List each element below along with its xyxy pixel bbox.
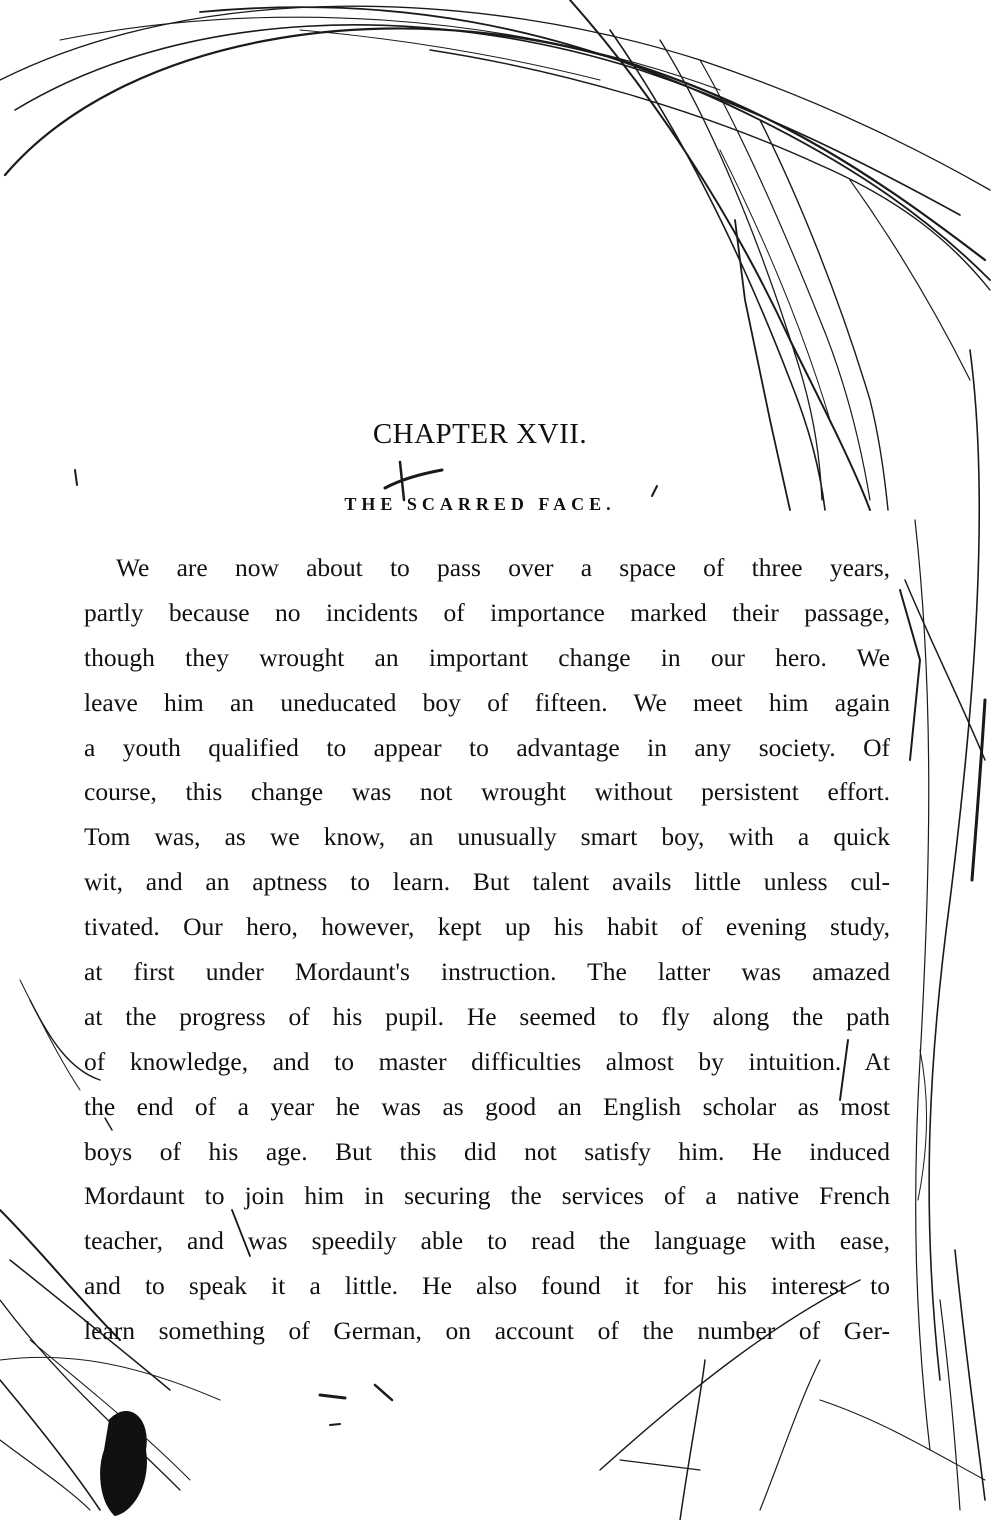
text-line: and to speak it a little. He also found it for his interest to <box>84 1271 890 1301</box>
text-line: course, this change was not wrought without persistent effort. <box>84 777 890 807</box>
text-line: Mordaunt to join him in securing the services of a native French <box>84 1181 890 1211</box>
text-line: wit, and an aptness to learn. But talent avails little unless cul- <box>84 867 890 897</box>
text-line: of knowledge, and to master difficulties almost by intuition. At <box>84 1046 890 1076</box>
text-line: teacher, and was speedily able to read the language with ease, <box>84 1226 890 1256</box>
text-line: the end of a year he was as good an English scholar as most <box>84 1091 890 1121</box>
text-line: at first under Mordaunt's instruction. The latter was amazed <box>84 957 890 987</box>
text-line: at the progress of his pupil. He seemed to fly along the path <box>84 1001 890 1031</box>
text-line: learn something of German, on account of the number of Ger- <box>84 1316 890 1346</box>
text-line: We are now about to pass over a space of three years, <box>116 553 890 582</box>
text-line: Tom was, as we know, an unusually smart boy, with a quick <box>84 822 890 852</box>
text-line: though they wrought an important change in our hero. We <box>84 642 890 672</box>
text-line: boys of his age. But this did not satisfy him. He induced <box>84 1136 890 1166</box>
text-line: partly because no incidents of importance marked their passage, <box>84 597 890 627</box>
chapter-subtitle: THE SCARRED FACE. <box>344 494 616 514</box>
text-line: leave him an uneducated boy of fifteen. We meet him again <box>84 687 890 717</box>
chapter-heading: CHAPTER XVII. <box>372 418 588 450</box>
body-text <box>84 546 890 1354</box>
text-line: tivated. Our hero, however, kept up his habit of evening study, <box>84 912 890 942</box>
text-line: a youth qualified to appear to advantage in any society. Of <box>84 732 890 762</box>
